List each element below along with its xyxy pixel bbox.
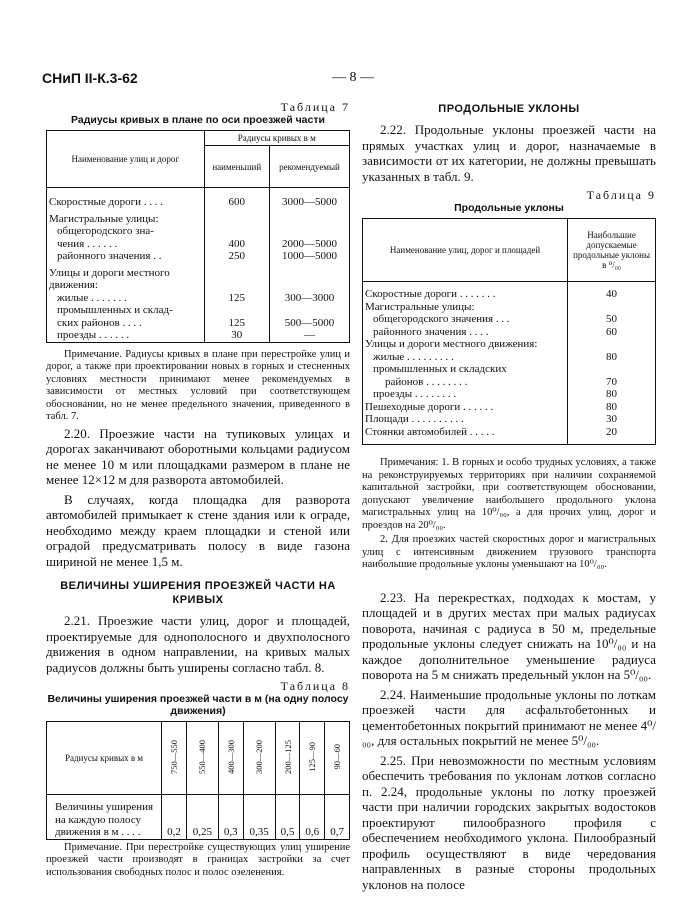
table8-header-radius: [218, 722, 243, 795]
table-row: [363, 413, 656, 426]
table7-row-rec: [270, 225, 350, 238]
table8-value: 0,2: [162, 795, 187, 840]
table-row: [363, 301, 656, 314]
table8-radius-label: 125—90: [307, 742, 318, 772]
table8-value: 0,5: [275, 795, 300, 840]
table9-row-value: [568, 363, 656, 376]
table8-radius-label: 90—60: [332, 744, 343, 770]
table7-row-name: ских районов . . . .: [47, 317, 205, 330]
table7-title: Радиусы кривых в плане по оси проезжей части: [71, 114, 325, 126]
table9-row-name: промышленных и складских: [363, 363, 568, 376]
table8-header-radius: [186, 722, 218, 795]
table9-note-2: 2. Для проезжих частей скоростных дорог и магистральных улиц с интенсивным движением грузового транспорта наибольшие продольные уклоны уменьшают на 10⁰/₀₀.: [362, 534, 656, 570]
table-row: [363, 288, 656, 301]
table8-header-name: Радиусы кривых в м: [47, 722, 162, 795]
table7-row-name: промышленных и склад-: [47, 304, 205, 317]
table7-row-rec: [270, 267, 350, 292]
table-row: [47, 329, 350, 342]
table8-header-radius: [300, 722, 325, 795]
table9-row-name: Улицы и дороги местного движения:: [363, 338, 568, 351]
table-row: [47, 267, 350, 292]
table7-header-min: наименьший: [204, 146, 269, 188]
table9-header-name: Наименование улиц, дорог и площадей: [363, 219, 568, 282]
table-row: [47, 250, 350, 263]
table7-caption: Таблица 7: [280, 100, 350, 114]
table7-row-name: жилые . . . . . . .: [47, 292, 205, 305]
paragraph-2-21: 2.21. Проезжие части улиц, дорог и площадей, проектируемые для однополосного и двухполосного движения в одном направлении, на кривых малых радиусов должны быть уширены согласно табл. 8.: [46, 613, 350, 675]
table7-header-name: Наименование улиц и дорог: [47, 131, 205, 188]
table7-row-min: 125: [204, 317, 269, 330]
table7-row-name: Скоростные дороги . . . .: [47, 196, 205, 209]
table9-row-name: Стоянки автомобилей . . . . .: [363, 426, 568, 445]
table8-radius-label: 550—400: [197, 740, 208, 774]
table8-radius-label: 750—550: [169, 740, 179, 774]
table-row: [363, 426, 656, 445]
table8: [46, 721, 350, 840]
page-number: — 8 —: [332, 70, 374, 85]
table7-row-name: проезды . . . . . .: [47, 329, 205, 342]
table9-row-value: 30: [568, 413, 656, 426]
paragraph-2-20: 2.20. Проезжие части на тупиковых улицах и дорогах заканчивают оборотными кольцами радиусом не менее 10 м или площадками размером в плане не менее 12×12 м для разворота автомобилей.: [46, 425, 350, 487]
paragraph-2-23: 2.23. На перекрестках, подходах к мостам, у площадей и в других местах при малых радиусах поворота, начиная с радиуса в 50 м, предельные продольные уклоны следует снижать на 10⁰/₀₀ и на каждое дополнительное уменьшение радиуса поворота на 5 м снижать предельный уклон на 5⁰/₀₀.: [362, 589, 656, 682]
table9-row-value: [568, 338, 656, 351]
table-row: [363, 338, 656, 351]
table-row: [363, 401, 656, 414]
table7-row-rec: —: [270, 329, 350, 342]
table8-value: 0,7: [325, 795, 350, 840]
table-row: [47, 795, 350, 840]
table8-note: Примечание. При перестройке существующих улиц уширение проезжей части производят в границах застройки за счет использования свободных полос и полос озеленения.: [46, 841, 350, 878]
table9-title: Продольные уклоны: [454, 202, 564, 214]
table-row: [363, 326, 656, 339]
table8-header-radius: [275, 722, 300, 795]
table8-title: Величины уширения проезжей части в м (на одну полосу движения): [47, 693, 349, 717]
table9-row-name: общегородского значения . . .: [363, 313, 568, 326]
right-column: [362, 100, 656, 896]
table-row: [363, 313, 656, 326]
table7: [46, 130, 350, 343]
table9-row-value: 80: [568, 388, 656, 401]
table-row: [47, 213, 350, 226]
table8-header-radius: [162, 722, 187, 795]
table7-row-rec: 3000—5000: [270, 196, 350, 209]
table7-row-rec: [270, 213, 350, 226]
table8-radius-label: 300—200: [254, 740, 265, 774]
table9-row-name: Пешеходные дороги . . . . . .: [363, 401, 568, 414]
table8-radius-label: 400—300: [225, 740, 236, 774]
table9-row-value: 40: [568, 288, 656, 301]
table9-row-name: проезды . . . . . . . .: [363, 388, 568, 401]
table7-row-min: 250: [204, 250, 269, 263]
table8-caption: Таблица 8: [280, 679, 350, 693]
table7-note: Примечание. Радиусы кривых в плане при перестройке улиц и дорог, а также при проектировании новых в горных и стесненных условиях местности принимают менее рекомендуемых в зависимости от местных условий при соответствующем обосновании, но не менее предельного значения, приведенного в табл. 7.: [46, 348, 350, 422]
table9-row-name: жилые . . . . . . . . .: [363, 351, 568, 364]
table-row: [363, 388, 656, 401]
paragraph-2-24: 2.24. Наименьшие продольные уклоны по лоткам проезжей части для асфальтобетонных и цементобетонных покрытий принимают не менее 4⁰/₀₀, для остальных покрытий не менее 5⁰/₀₀.: [362, 686, 656, 748]
table9-row-name: Площади . . . . . . . . . .: [363, 413, 568, 426]
table9-row-value: [568, 301, 656, 314]
paragraph-2-25: 2.25. При невозможности по местным условиям обеспечить требования по уклонам лотков согласно п. 2.24, продольные уклоны по лотку проезжей части при наличии городских закрытых водостоков проектируют пилообразного профиля с обеспечением необходимого уклона. Пилообразный профиль осуществляют в виде чередования направленных в разные стороны продольных уклонов на полосе: [362, 752, 656, 892]
table7-row-name: общегородского зна-: [47, 225, 205, 238]
table9-row-value: 20: [568, 426, 656, 445]
table9-row-name: районного значения . . . .: [363, 326, 568, 339]
table7-header-group: Радиусы кривых в м: [204, 131, 349, 146]
table8-value: 0,35: [243, 795, 275, 840]
table9-row-value: 60: [568, 326, 656, 339]
table-row: [47, 304, 350, 317]
section-heading-slopes: ПРОДОЛЬНЫЕ УКЛОНЫ: [438, 103, 580, 115]
table-row: [363, 376, 656, 389]
document-code: СНиП II-К.3-62: [42, 70, 138, 86]
table9-row-name: Магистральные улицы:: [363, 301, 568, 314]
table9-row-name: районов . . . . . . . .: [363, 376, 568, 389]
table7-row-min: 400: [204, 238, 269, 251]
table9-header-value: Наибольшие допускаемые продольные уклоны в ⁰/₀₀: [568, 219, 656, 282]
table-row: [47, 292, 350, 305]
table7-row-name: Магистральные улицы:: [47, 213, 205, 226]
table7-row-name: районного значения . .: [47, 250, 205, 263]
paragraph-2-22: 2.22. Продольные уклоны проезжей части на прямых участках улиц и дорог, назначаемые в зависимости от их категории, не должны превышать указанных в табл. 9.: [362, 122, 656, 184]
table7-row-rec: 500—5000: [270, 317, 350, 330]
table7-row-min: [204, 304, 269, 317]
table-row: [47, 225, 350, 238]
paragraph-2-20-continued: В случаях, когда площадка для разворота автомобилей примыкает к стене здания или к ограде, необходимо между краем площадки и стеной или оградой предусматривать полосу в виде газона шириной не менее 1,5 м.: [46, 491, 350, 569]
table9-row-value: 50: [568, 313, 656, 326]
table7-row-min: 30: [204, 329, 269, 342]
table7-row-min: [204, 225, 269, 238]
table7-row-rec: 1000—5000: [270, 250, 350, 263]
table9-row-value: 80: [568, 401, 656, 414]
table7-row-min: [204, 213, 269, 226]
table8-value: 0,3: [218, 795, 243, 840]
section-heading-widening: ВЕЛИЧИНЫ УШИРЕНИЯ ПРОЕЗЖЕЙ ЧАСТИ НА КРИВЫХ: [60, 580, 336, 606]
table7-row-name: чения . . . . . .: [47, 238, 205, 251]
table7-row-min: 125: [204, 292, 269, 305]
table9: [362, 218, 656, 445]
table9-row-value: 80: [568, 351, 656, 364]
table8-value: 0,25: [186, 795, 218, 840]
table9-caption: Таблица 9: [586, 188, 656, 202]
table-row: [363, 351, 656, 364]
table9-note-1: Примечания: 1. В горных и особо трудных условиях, а также на реконструируемых территориях при наличии сохраняемой капитальной застройки, при соответствующем обосновании, допускают увеличение наибольшего продольного уклона магистральных улиц на 10⁰/₀₀, а для прочих улиц, дорог и проездов на 20⁰/₀₀.: [362, 457, 656, 531]
table7-header-rec: рекомендуемый: [270, 146, 350, 188]
table8-row-label: Величины уширения на каждую полосу движения в м . . . .: [47, 795, 162, 840]
table-row: [363, 363, 656, 376]
table-row: [47, 238, 350, 251]
table7-row-min: [204, 267, 269, 292]
table9-row-name: Скоростные дороги . . . . . . .: [363, 288, 568, 301]
table7-row-rec: 2000—5000: [270, 238, 350, 251]
table7-row-min: 600: [204, 196, 269, 209]
table8-radius-label: 200—125: [282, 740, 293, 774]
table8-header-radius: [243, 722, 275, 795]
table8-value: 0,6: [300, 795, 325, 840]
left-column: [46, 100, 350, 881]
table7-row-rec: [270, 304, 350, 317]
table8-header-radius: [325, 722, 350, 795]
table-row: [47, 196, 350, 209]
table7-row-rec: 300—3000: [270, 292, 350, 305]
table9-row-value: 70: [568, 376, 656, 389]
table7-row-name: Улицы и дороги местного движения:: [47, 267, 205, 292]
table-row: [47, 317, 350, 330]
